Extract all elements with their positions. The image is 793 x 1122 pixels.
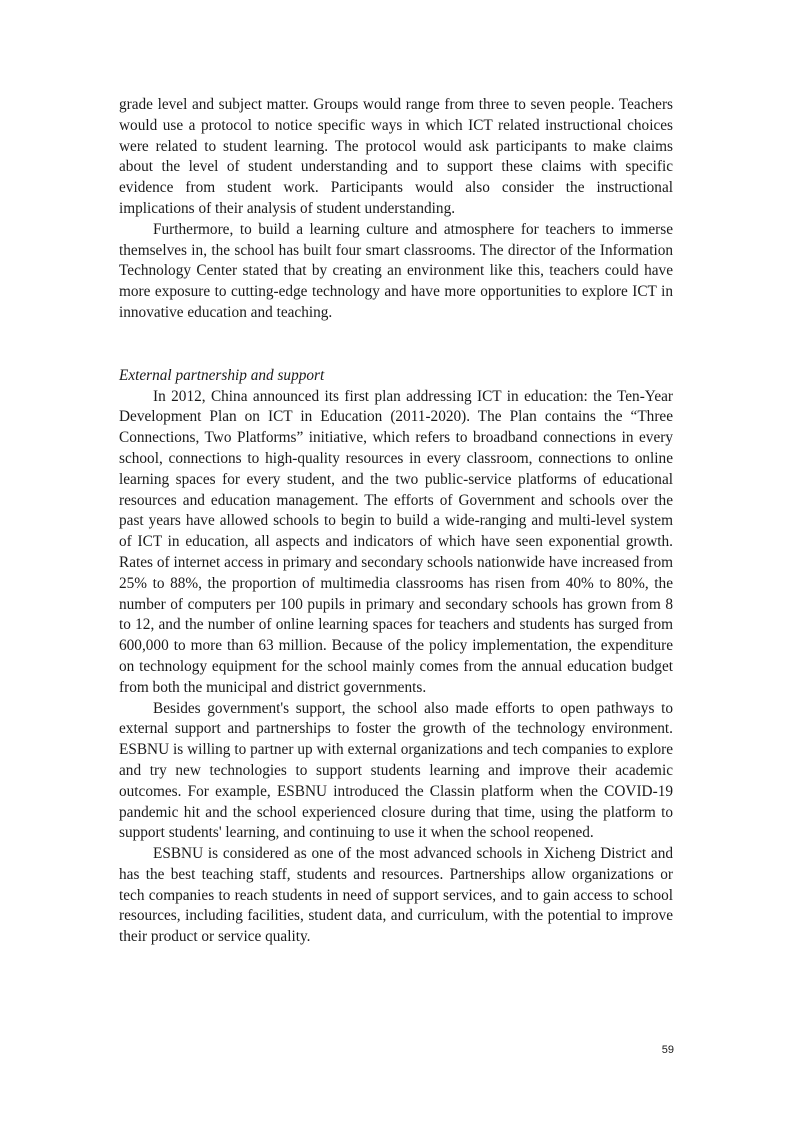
body-paragraph-smart-classrooms: Furthermore, to build a learning culture and atmosphere for teachers to immerse themselves in, the school has built four smart classrooms. The director of the Information Technology Center stated that by creating an environment like this, teachers could have more exposure to cutting-edge technology and have more opportunities to explore ICT in innovative education and teaching. [119,220,673,321]
body-paragraph-continuation: grade level and subject matter. Groups would range from three to seven people. Teachers would use a protocol to notice specific ways in which ICT related instructional choices were related to student learning. The protocol would ask participants to make claims about the level of student understanding and to support these claims with specific evidence from student work. Participants would also consider the instructional implications of their analysis of student understanding. [119,96,673,217]
body-paragraph-partnerships: Besides government's support, the school also made efforts to open pathways to external support and partnerships to foster the growth of the technology environment. ESBNU is willing to partner up with external organizations and tech companies to explore and try new technologies to support students learning and improve their academic outcomes. For example, ESBNU introduced the Classin platform when the COVID-19 pandemic hit and the school experienced closure during that time, using the platform to support students' learning, and continuing to use it when the school reopened. [119,699,673,842]
section-heading: External partnership and support [119,366,325,384]
body-paragraph-esbnu: ESBNU is considered as one of the most advanced schools in Xicheng District and has the best teaching staff, students and resources. Partnerships allow organizations or tech companies to reach students in need of support services, and to gain access to school resources, including facilities, student data, and curriculum, with the potential to improve their product or service quality. [119,845,673,946]
body-paragraph-ict-plan: In 2012, China announced its first plan addressing ICT in education: the Ten-Year Development Plan on ICT in Education (2011-2020). The Plan contains the “Three Connections, Two Platforms” initiative, which refers to broadband connections in every school, connections to high-quality resources in every classroom, connections to online learning spaces for every student, and the two public-service platforms of educational resources and education management. The efforts of Government and schools over the past years have allowed schools to begin to build a wide-ranging and multi-level system of ICT in education, all aspects and indicators of which have seen exponential growth. Rates of internet access in primary and secondary schools nationwide have increased from 25% to 88%, the proportion of multimedia classrooms has risen from 40% to 80%, the number of computers per 100 pupils in primary and secondary schools has grown from 8 to 12, and the number of online learning spaces for teachers and students has surged from 600,000 to more than 63 million. Because of the policy implementation, the expenditure on technology equipment for the school mainly comes from the annual education budget from both the municipal and district governments. [119,387,673,696]
section-spacer [119,324,673,366]
document-page [119,95,673,948]
page-number: 59 [661,1044,674,1056]
